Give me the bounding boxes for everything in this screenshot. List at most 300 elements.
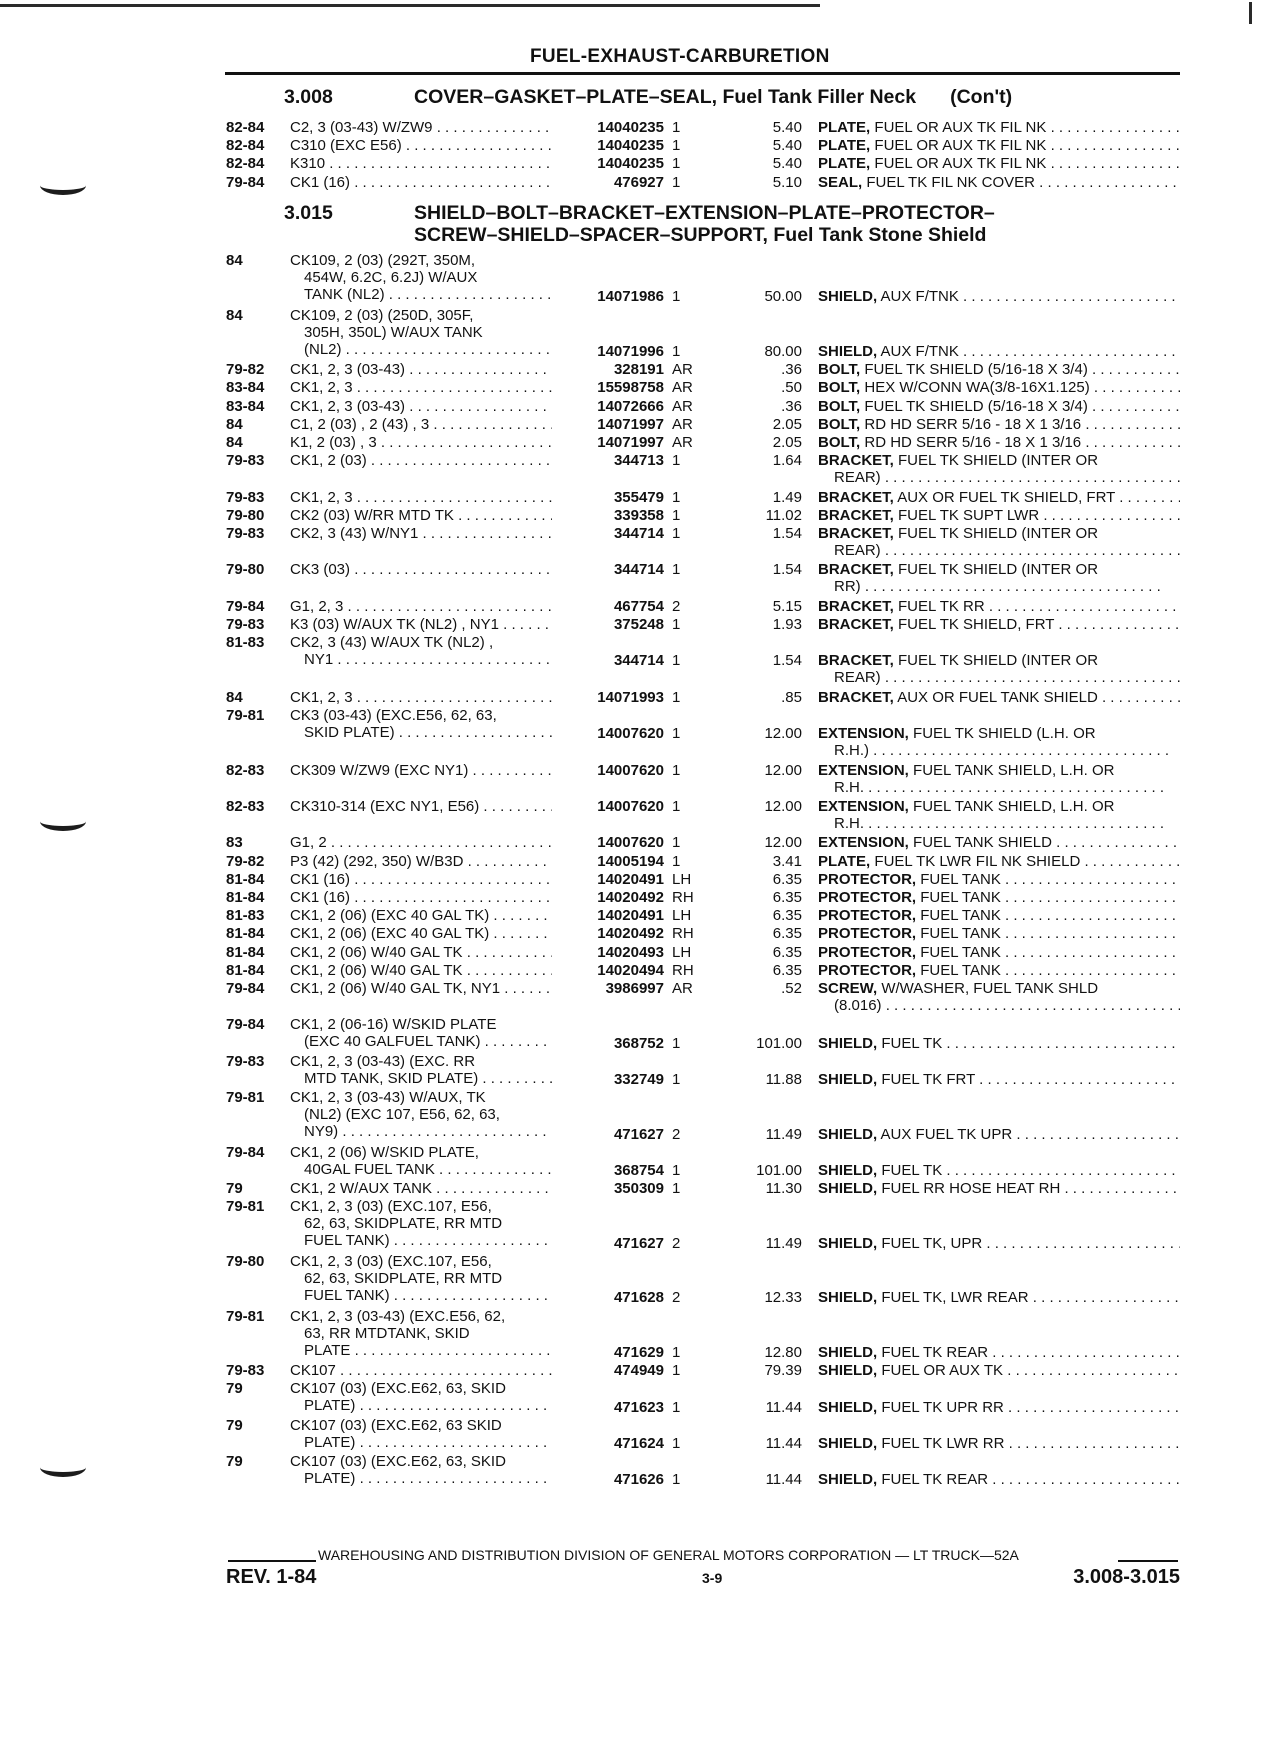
group-number: 3.008 (284, 86, 333, 108)
model-line: PLATE . . . (290, 1342, 552, 1359)
part-row (0, 507, 1264, 525)
part-year: 82-84 (226, 119, 265, 136)
part-description (818, 598, 1180, 615)
part-number: 368754 (613, 1161, 664, 1179)
model-line: SKID PLATE) . . . (290, 724, 552, 741)
model-line: CK107 (03) (EXC.E62, 63, SKID (290, 1380, 506, 1398)
part-year: 79-83 (226, 616, 265, 633)
description-text: FUEL OR AUX TK FIL NK (874, 155, 1047, 173)
part-description (818, 137, 1180, 154)
part-models (290, 1198, 552, 1249)
part-row (0, 1380, 1264, 1416)
part-row (0, 616, 1264, 634)
description-line (818, 1435, 1180, 1452)
part-row (0, 634, 1264, 687)
group-title (414, 202, 1204, 246)
part-number: 14005194 (597, 852, 664, 870)
part-description (818, 1180, 1180, 1197)
model-line: MTD TANK, SKID PLATE) . . . (290, 1070, 552, 1087)
model-line: FUEL TANK) . . . (290, 1232, 552, 1249)
description-line (818, 944, 1180, 961)
part-quantity: 1 (672, 137, 681, 155)
part-description (818, 379, 1180, 396)
part-price: 79.39 (764, 1362, 802, 1380)
description-keyword: SEAL, (818, 173, 863, 191)
model-line: CK1, 2 (06) W/40 GAL TK . . . (290, 962, 552, 979)
part-number: 350309 (613, 1180, 664, 1198)
part-row (0, 1144, 1264, 1180)
description-line (818, 925, 1180, 942)
part-description (818, 889, 1180, 906)
description-text: FUEL OR AUX TK FIL NK (874, 119, 1047, 136)
part-description (818, 853, 1180, 870)
description-keyword: BRACKET, (818, 688, 894, 706)
description-keyword: PROTECTOR, (818, 925, 917, 943)
part-price: 50.00 (764, 288, 802, 306)
part-year: 81-83 (226, 634, 265, 652)
part-description (818, 962, 1180, 979)
part-description (818, 452, 1180, 486)
part-year: 79-84 (226, 173, 265, 191)
part-description (818, 434, 1180, 451)
model-line: C2, 3 (03-43) W/ZW9 . . . (290, 119, 552, 136)
part-row (0, 853, 1264, 871)
description-text: FUEL TK SHIELD (5/16-18 X 3/4) (864, 397, 1088, 415)
part-row (0, 398, 1264, 416)
part-description (818, 925, 1180, 942)
description-line (818, 834, 1180, 851)
model-line: CK1, 2, 3 (03-43) . . . (290, 361, 552, 378)
description-text: RD HD SERR 5/16 - 18 X 1 3/16 (864, 415, 1082, 433)
part-models (290, 853, 552, 870)
part-price: 6.35 (772, 889, 802, 906)
part-year: 79-81 (226, 1307, 265, 1325)
part-price: 5.15 (772, 597, 802, 615)
description-line (818, 288, 1180, 305)
part-quantity: AR (672, 980, 693, 997)
footer-division-text: WAREHOUSING AND DISTRIBUTION DIVISION OF GENERAL MOTORS CORPORATION — LT TRUCK—52A (318, 1547, 1019, 1563)
description-text: AUX OR FUEL TK SHIELD, FRT (897, 488, 1116, 506)
model-line: CK107 (03) (EXC.E62, 63 SKID (290, 1416, 502, 1434)
part-models (290, 1253, 552, 1304)
part-models (290, 616, 552, 633)
part-quantity: 1 (672, 1161, 681, 1179)
part-description (818, 762, 1180, 796)
part-description (818, 944, 1180, 961)
part-quantity: 1 (672, 1471, 681, 1489)
part-row (0, 137, 1264, 155)
part-quantity: 1 (672, 173, 681, 191)
description-line (818, 652, 1180, 669)
description-text: RD HD SERR 5/16 - 18 X 1 3/16 (864, 434, 1082, 451)
description-keyword: PROTECTOR, (818, 870, 917, 888)
description-text: FUEL TK SHIELD (INTER OR (898, 525, 1099, 542)
description-line (818, 398, 1180, 415)
description-keyword: PLATE, (818, 119, 871, 136)
description-text: FUEL OR AUX TK FIL NK (874, 137, 1047, 155)
description-text: FUEL TK SHIELD (INTER OR (898, 452, 1099, 470)
part-description (818, 725, 1180, 759)
model-line: CK109, 2 (03) (250D, 305F, (290, 306, 474, 324)
description-line (818, 853, 1180, 870)
description-line: REAR) . . . (818, 542, 1180, 559)
part-row (0, 871, 1264, 889)
model-line: CK1, 2, 3 . . . (290, 689, 552, 706)
part-year: 81-84 (226, 925, 265, 943)
part-models (290, 798, 552, 815)
part-models (290, 416, 552, 433)
part-price: 6.35 (772, 907, 802, 925)
part-description (818, 398, 1180, 415)
part-year: 84 (226, 434, 243, 451)
part-year: 81-84 (226, 961, 265, 979)
part-quantity: 1 (672, 652, 681, 670)
part-year: 79-80 (226, 561, 265, 579)
description-text: W/WASHER, FUEL TANK SHLD (881, 980, 1099, 997)
part-row (0, 798, 1264, 834)
part-price: 6.35 (772, 943, 802, 961)
part-price: .36 (781, 397, 802, 415)
description-keyword: SHIELD, (818, 1289, 878, 1307)
part-price: 11.49 (765, 1125, 802, 1143)
footer-rule (1118, 1560, 1178, 1562)
part-price: 12.00 (764, 761, 802, 779)
part-year: 84 (226, 415, 243, 433)
description-line: R.H. . . . (818, 815, 1180, 832)
description-keyword: SHIELD, (818, 1180, 878, 1198)
description-text: AUX OR FUEL TANK SHIELD (897, 688, 1098, 706)
part-models (290, 707, 552, 741)
description-line (818, 1180, 1180, 1197)
description-text: FUEL RR HOSE HEAT RH (881, 1180, 1061, 1198)
model-line: CK107 . . . (290, 1362, 552, 1379)
model-line: G1, 2 . . . (290, 834, 552, 851)
description-line (818, 174, 1180, 191)
part-year: 79-82 (226, 361, 265, 379)
part-year: 79-82 (226, 852, 265, 870)
part-description (818, 416, 1180, 433)
description-line (818, 155, 1180, 172)
part-models (290, 1089, 552, 1140)
part-row (0, 962, 1264, 980)
part-quantity: AR (672, 434, 693, 451)
description-line: R.H. . . . (818, 779, 1180, 796)
part-number: 471628 (613, 1289, 664, 1307)
part-number: 344714 (613, 525, 664, 542)
part-description (818, 1071, 1180, 1088)
part-number: 14040235 (597, 155, 664, 173)
description-keyword: SCREW, (818, 980, 878, 997)
description-line (818, 762, 1180, 779)
model-line: C1, 2 (03) , 2 (43) , 3 . . . (290, 416, 552, 433)
description-text: FUEL TANK SHIELD, L.H. OR (913, 761, 1115, 779)
description-text: AUX FUEL TK UPR (880, 1125, 1013, 1143)
part-quantity: 1 (672, 798, 681, 815)
part-year: 79-84 (226, 1143, 265, 1161)
part-row (0, 1089, 1264, 1144)
part-price: 6.35 (772, 961, 802, 979)
model-line: TANK (NL2) . . . (290, 286, 552, 303)
description-line (818, 725, 1180, 742)
description-keyword: PROTECTOR, (818, 943, 917, 961)
description-keyword: SHIELD, (818, 1070, 878, 1088)
model-line: 62, 63, SKIDPLATE, RR MTD (304, 1270, 503, 1287)
description-keyword: BRACKET, (818, 652, 894, 670)
part-year: 79-83 (226, 452, 265, 470)
part-row (0, 1053, 1264, 1089)
model-line: CK1, 2 W/AUX TANK . . . (290, 1180, 552, 1197)
model-line: CK1, 2 (06) W/40 GAL TK, NY1 . . . (290, 980, 552, 997)
part-models (290, 834, 552, 851)
description-keyword: BOLT, (818, 415, 861, 433)
part-description (818, 907, 1180, 924)
part-quantity: 1 (672, 488, 681, 506)
description-line (818, 889, 1180, 906)
part-number: 3986997 (605, 980, 664, 997)
model-line: CK1, 2 (06) W/40 GAL TK . . . (290, 944, 552, 961)
part-number: 471624 (613, 1434, 664, 1452)
part-models (290, 489, 552, 506)
part-quantity: LH (672, 907, 692, 925)
part-description (818, 288, 1180, 305)
part-price: 11.44 (765, 1398, 802, 1416)
part-row (0, 707, 1264, 760)
part-row (0, 434, 1264, 452)
description-line (818, 1399, 1180, 1416)
part-number: 332749 (613, 1070, 664, 1088)
part-year: 79-84 (226, 597, 265, 615)
description-text: FUEL TK REAR (881, 1471, 989, 1489)
part-quantity: 1 (672, 525, 681, 542)
part-row (0, 416, 1264, 434)
part-row (0, 834, 1264, 852)
part-models (290, 307, 552, 358)
part-quantity: AR (672, 415, 693, 433)
part-quantity: 1 (672, 1070, 681, 1088)
part-number: 14040235 (597, 137, 664, 155)
part-number: 14071997 (597, 434, 664, 451)
part-quantity: RH (672, 961, 694, 979)
part-year: 79-80 (226, 506, 265, 524)
description-line: REAR) . . . (818, 669, 1180, 686)
part-quantity: 1 (672, 342, 681, 360)
model-line: CK1, 2, 3 (03-43) (EXC. RR (290, 1052, 476, 1070)
description-line (818, 525, 1180, 542)
part-models (290, 452, 552, 469)
part-row (0, 689, 1264, 707)
part-quantity: 2 (672, 1234, 681, 1252)
part-row (0, 1253, 1264, 1308)
footer-section-range: 3.008-3.015 (1073, 1566, 1180, 1588)
description-text: AUX F/TNK (880, 288, 959, 306)
part-price: 12.00 (764, 834, 802, 852)
part-description (818, 1399, 1180, 1416)
part-quantity: 1 (672, 1434, 681, 1452)
part-number: 14007620 (597, 725, 664, 743)
description-line (818, 507, 1180, 524)
description-text: FUEL TK SHIELD, FRT (898, 616, 1055, 633)
model-line: CK1, 2, 3 (03) (EXC.107, E56, (290, 1253, 492, 1270)
part-row (0, 1453, 1264, 1489)
part-row (0, 907, 1264, 925)
model-line: PLATE) . . . (290, 1397, 552, 1414)
part-price: 5.40 (772, 155, 802, 173)
model-line: CK1, 2 (06-16) W/SKID PLATE (290, 1016, 497, 1034)
part-description (818, 507, 1180, 524)
model-line: CK3 (03) . . . (290, 561, 552, 578)
part-year: 79 (226, 1380, 243, 1398)
part-year: 81-84 (226, 889, 265, 906)
part-price: 5.10 (772, 173, 802, 191)
part-number: 474949 (613, 1362, 664, 1380)
part-description (818, 1362, 1180, 1379)
part-year: 82-83 (226, 798, 265, 815)
model-line: CK2, 3 (43) W/AUX TK (NL2) , (290, 634, 494, 652)
part-year: 79-83 (226, 1362, 265, 1380)
part-quantity: 1 (672, 452, 681, 470)
description-text: FUEL TANK (920, 961, 1001, 979)
description-keyword: BOLT, (818, 397, 861, 415)
model-line: CK1, 2, 3 (03) (EXC.107, E56, (290, 1198, 492, 1216)
model-line: CK1, 2, 3 . . . (290, 379, 552, 396)
description-text: FUEL TK SHIELD (L.H. OR (913, 725, 1096, 743)
description-line: RR) . . . (818, 578, 1180, 595)
part-price: .85 (781, 688, 802, 706)
footer-revision: REV. 1-84 (226, 1566, 317, 1588)
part-models (290, 962, 552, 979)
part-quantity: LH (672, 870, 692, 888)
description-text: FUEL TK LWR RR (881, 1434, 1005, 1452)
part-models (290, 634, 552, 668)
part-number: 344714 (613, 652, 664, 670)
part-models (290, 889, 552, 906)
part-description (818, 119, 1180, 136)
part-number: 14020491 (597, 907, 664, 925)
model-line: FUEL TANK) . . . (290, 1287, 552, 1304)
model-line: K3 (03) W/AUX TK (NL2) , NY1 . . . (290, 616, 552, 633)
part-number: 344714 (613, 561, 664, 579)
description-keyword: PROTECTOR, (818, 961, 917, 979)
part-price: 5.40 (772, 119, 802, 136)
description-line (818, 798, 1180, 815)
description-text: FUEL TK FIL NK COVER (866, 173, 1036, 191)
part-number: 14020494 (597, 961, 664, 979)
part-quantity: 1 (672, 1180, 681, 1198)
model-line: CK1 (16) . . . (290, 871, 552, 888)
part-description (818, 798, 1180, 832)
description-text: FUEL TK SHIELD (5/16-18 X 3/4) (864, 361, 1088, 379)
part-number: 355479 (613, 488, 664, 506)
part-price: 1.54 (772, 525, 802, 542)
model-line: CK107 (03) (EXC.E62, 63, SKID (290, 1453, 506, 1471)
description-text: FUEL TK, LWR REAR (881, 1289, 1029, 1307)
part-models (290, 598, 552, 615)
part-row (0, 925, 1264, 943)
part-price: 101.00 (756, 1034, 802, 1052)
part-number: 344713 (613, 452, 664, 470)
part-year: 82-84 (226, 137, 265, 155)
part-price: 2.05 (772, 434, 802, 451)
part-description (818, 489, 1180, 506)
part-quantity: AR (672, 361, 693, 379)
part-description (818, 1289, 1180, 1306)
part-description (818, 1435, 1180, 1452)
part-number: 471623 (613, 1398, 664, 1416)
part-number: 471629 (613, 1343, 664, 1361)
part-row (0, 307, 1264, 362)
description-keyword: PLATE, (818, 155, 871, 173)
part-models (290, 561, 552, 578)
description-line (818, 343, 1180, 360)
model-line: CK1, 2, 3 (03-43) (EXC.E56, 62, (290, 1307, 506, 1325)
part-row (0, 1417, 1264, 1453)
model-line: CK1 (16) . . . (290, 174, 552, 191)
part-models (290, 689, 552, 706)
description-text: FUEL TANK SHIELD (913, 834, 1052, 852)
part-number: 476927 (613, 173, 664, 191)
description-keyword: PLATE, (818, 852, 871, 870)
model-line: C310 (EXC E56) . . . (290, 137, 552, 154)
part-price: 1.54 (772, 652, 802, 670)
description-keyword: BRACKET, (818, 561, 894, 579)
part-price: 12.00 (764, 798, 802, 815)
description-text: FUEL TK SHIELD (INTER OR (898, 561, 1099, 579)
model-line: CK310-314 (EXC NY1, E56) . . . (290, 798, 552, 815)
description-text: FUEL TK (881, 1161, 943, 1179)
part-row (0, 525, 1264, 561)
model-line: (EXC 40 GALFUEL TANK) . . . (290, 1033, 552, 1050)
description-keyword: SHIELD, (818, 288, 878, 306)
part-quantity: AR (672, 379, 693, 397)
description-text: FUEL TANK (920, 925, 1001, 943)
description-text: FUEL TK REAR (881, 1343, 989, 1361)
part-quantity: 1 (672, 725, 681, 743)
model-line: 454W, 6.2C, 6.2J) W/AUX (304, 269, 478, 286)
description-keyword: SHIELD, (818, 1471, 878, 1489)
part-description (818, 834, 1180, 851)
model-line: (NL2) (EXC 107, E56, 62, 63, (304, 1106, 500, 1124)
model-line: K310 . . . (290, 155, 552, 172)
part-description (818, 1235, 1180, 1252)
part-year: 81-83 (226, 907, 265, 925)
part-models (290, 1016, 552, 1050)
section-title: FUEL-EXHAUST-CARBURETION (530, 46, 830, 67)
part-row (0, 762, 1264, 798)
part-price: .52 (781, 980, 802, 997)
model-line: P3 (42) (292, 350) W/B3D . . . (290, 853, 552, 870)
model-line: CK1, 2 (03) . . . (290, 452, 552, 469)
description-line (818, 1071, 1180, 1088)
part-row (0, 980, 1264, 1016)
description-keyword: SHIELD, (818, 1343, 878, 1361)
model-line: CK3 (03-43) (EXC.E56, 62, 63, (290, 707, 497, 724)
description-text: FUEL TK RR (898, 597, 985, 615)
part-price: 1.64 (772, 452, 802, 470)
group-number: 3.015 (284, 202, 333, 224)
part-quantity: 1 (672, 1034, 681, 1052)
description-keyword: SHIELD, (818, 1125, 878, 1143)
description-keyword: SHIELD, (818, 1434, 878, 1452)
part-row (0, 1180, 1264, 1198)
part-number: 375248 (613, 616, 664, 633)
description-line (818, 561, 1180, 578)
part-models (290, 1417, 552, 1451)
description-text: FUEL TK FRT (881, 1070, 975, 1088)
header-rule (225, 72, 1180, 75)
part-number: 14071993 (597, 688, 664, 706)
part-price: 80.00 (764, 342, 802, 360)
part-models (290, 119, 552, 136)
